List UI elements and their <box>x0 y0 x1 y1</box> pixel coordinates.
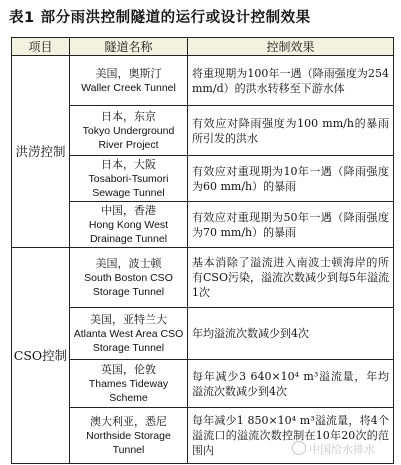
watermark-text: 中国给水排水 <box>309 443 375 456</box>
tunnel-effects-table <box>11 37 394 464</box>
tunnel-name-cell <box>70 408 188 464</box>
header-tunnel-name: 隧道名称 <box>70 38 188 56</box>
tunnel-name-zh: 英国，伦敦 <box>101 362 156 376</box>
header-item: 项目 <box>12 38 70 56</box>
tunnel-name-cell <box>70 156 188 202</box>
table-caption <box>9 6 311 27</box>
tunnel-name-cell <box>70 308 188 360</box>
control-effect-cell: 有效应对重现期为10年一遇（降雨强度为60 mm/h）的暴雨 <box>188 156 394 202</box>
control-effect-cell: 年均溢流次数减少到4次 <box>188 308 394 360</box>
tunnel-name-cell <box>70 56 188 106</box>
control-effect-cell: 每年减少1 850×10⁴ m³溢流量，将4个溢流口的溢流次数控制在10年20次的范围内 <box>188 408 394 464</box>
control-effect-cell: 基本消除了溢流进入南波士顿海岸的所有CSO污染，溢流次数减少到每5年溢流1次 <box>188 248 394 308</box>
tunnel-name-zh: 美国，波士顿 <box>95 256 162 270</box>
tunnel-name-en: Tokyo Underground River Project <box>82 124 175 151</box>
tunnel-name-cell <box>70 106 188 156</box>
table-row <box>12 360 394 408</box>
category-flood-control: 洪涝控制 <box>12 56 70 248</box>
tunnel-name-zh: 美国，奥斯汀 <box>95 66 162 80</box>
table-title: 部分雨洪控制隧道的运行或设计控制效果 <box>40 10 311 26</box>
table-row <box>12 248 394 308</box>
tunnel-name-en: South Boston CSO Storage Tunnel <box>84 271 173 298</box>
table-header-row <box>12 38 394 56</box>
tunnel-name-en: Thames Tideway Scheme <box>88 377 169 404</box>
tunnel-name-en: Northside Storage Tunnel <box>86 429 171 456</box>
tunnel-name-zh: 中国，香港 <box>101 203 156 217</box>
wechat-icon <box>292 441 306 455</box>
tunnel-name-cell <box>70 248 188 308</box>
table-row <box>12 308 394 360</box>
tunnel-name-en: Waller Creek Tunnel <box>81 81 176 94</box>
tunnel-name-en: Atlanta West Area CSO Storage Tunnel <box>73 327 184 354</box>
table-row <box>12 156 394 202</box>
tunnel-name-zh: 日本，大阪 <box>101 157 156 171</box>
control-effect-cell: 每年减少3 640×10⁴ m³溢流量，年均溢流次数减少到4次 <box>188 360 394 408</box>
watermark <box>292 441 375 457</box>
table-row <box>12 106 394 156</box>
header-control-effect: 控制效果 <box>188 38 394 56</box>
table-row <box>12 202 394 248</box>
control-effect-cell: 有效应对重现期为50年一遇（降雨强度为70 mm/h）的暴雨 <box>188 202 394 248</box>
tunnel-name-zh: 澳大利亚，悉尼 <box>90 414 167 428</box>
tunnel-name-en: Tosabori-Tsumori Sewage Tunnel <box>88 172 169 199</box>
control-effect-cell: 将重现期为100年一遇（降雨强度为254 mm/d）的洪水转移至下游水体 <box>188 56 394 106</box>
tunnel-name-zh: 日本，东京 <box>101 109 156 123</box>
tunnel-name-cell <box>70 360 188 408</box>
tunnel-name-en: Hong Kong West Drainage Tunnel <box>88 218 169 245</box>
tunnel-name-zh: 美国，亚特兰大 <box>90 312 167 326</box>
table-row <box>12 56 394 106</box>
tunnel-name-cell <box>70 202 188 248</box>
table-number: 表1 <box>9 10 35 26</box>
control-effect-cell: 有效应对降雨强度为100 mm/h的暴雨所引发的洪水 <box>188 106 394 156</box>
category-cso-control: CSO控制 <box>12 248 70 464</box>
